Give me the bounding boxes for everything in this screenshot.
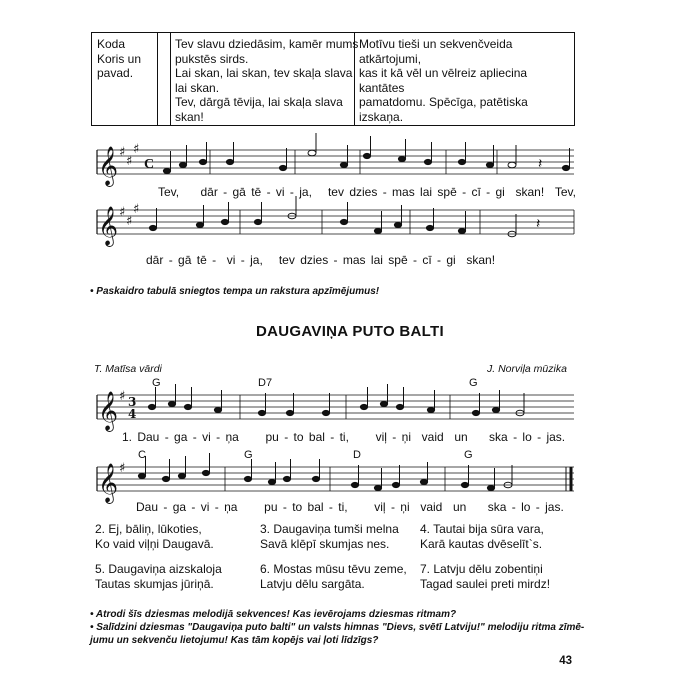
svg-text:♯: ♯	[119, 389, 126, 404]
music-credit: J. Norviļa mūzika	[487, 363, 567, 375]
chord-label: D7	[258, 377, 273, 389]
key-signature-sharps-icon	[119, 142, 139, 229]
verse-5: 5. Daugaviņa aizskaloja Tautas skumjas jūriņā.	[95, 562, 222, 591]
verse-4: 4. Tautai bija sūra vara, Karā kautas dvēselīt`s.	[420, 522, 544, 551]
treble-clef-icon: 𝄞	[98, 391, 119, 431]
chord-label: G	[469, 377, 478, 389]
chord-label: D	[353, 449, 361, 461]
song-title: DAUGAVIŅA PUTO BALTI	[256, 323, 444, 340]
treble-clef-icon: 𝄞	[98, 146, 119, 186]
verse-2: 2. Ej, bāliņ, lūkoties, Ko vaid viļņi Daugavā.	[95, 522, 214, 551]
instruction-text: • Paskaidro tabulā sniegtos tempa un rakstura apzīmējumus!	[90, 286, 380, 297]
table-cell-section: Koda Koris un pavad.	[97, 37, 142, 80]
page-number: 43	[559, 655, 572, 667]
svg-text:♯: ♯	[119, 461, 126, 476]
chord-label: G	[152, 377, 161, 389]
table-cell-lyrics: Tev slavu dziedāsim, kamēr mums pukstēs sirds. Lai skan, lai skan, tev skaļa slava lai skan. Tev, dārgā tēvija, lai skaļa slava skan!	[175, 37, 359, 124]
notes-staff-1	[163, 133, 569, 174]
table-cell-description: Motīvu tieši un sekvenčveida atkārtojumi, kas it kā vēl un vēlreiz apliecina kantātes pamatdomu. Spēcīga, patētiska izskaņa.	[359, 37, 528, 124]
question-1: • Atrodi šīs dziesmas melodijā sekvences! Kas ievērojams dziesmas ritmam?	[90, 609, 457, 620]
verse-3: 3. Daugaviņa tumši melna Savā klēpī skumjas nes.	[260, 522, 399, 551]
chord-label: G	[244, 449, 253, 461]
lyrics-line-1: Tev, dār - gā tē - vi - ja, tev dzies - mas lai spē - cī - gi skan! Tev,	[158, 185, 576, 199]
notes-staff-3	[148, 384, 524, 416]
staff-2	[97, 210, 574, 234]
lyrics-line-2: dār - gā tē - vi - ja, tev dzies - mas lai spē - cī - gi skan!	[146, 253, 496, 267]
svg-text:𝄽: 𝄽	[536, 216, 541, 232]
chord-label: C	[138, 449, 146, 461]
lyrics-line-4: Dau - ga - vi - ņa pu - to bal - ti, viļ - ņi vaid un ska - lo - jas.	[136, 500, 564, 514]
verse-7: 7. Latvju dēlu zobentiņi Tagad saulei preti mirdz!	[420, 562, 551, 591]
time-signature-common: C	[144, 157, 155, 172]
time-signature-bottom: 4	[128, 407, 137, 421]
svg-text:♯: ♯	[119, 205, 126, 220]
chord-label: G	[464, 449, 473, 461]
svg-text:♯: ♯	[133, 142, 140, 157]
svg-text:𝄽: 𝄽	[538, 156, 543, 172]
treble-clef-icon: 𝄞	[98, 206, 119, 246]
verse-6: 6. Mostas mūsu tēvu zeme, Latvju dēlu sargāta.	[260, 562, 407, 591]
svg-text:♯: ♯	[126, 214, 133, 229]
svg-text:♯: ♯	[126, 154, 133, 169]
svg-text:♯: ♯	[133, 202, 140, 217]
question-2: • Salīdzini dziesmas "Daugaviņa puto balti" un valsts himnas "Dievs, svētī Latviju!" melodiju ritma zīmē- jumu un sekvenču lietojumu! Kas tām kopējs vai ļoti līdzīgs?	[90, 622, 585, 646]
treble-clef-icon: 𝄞	[98, 463, 119, 503]
time-signature-top: 3	[128, 395, 137, 409]
staff-3	[97, 395, 574, 419]
words-credit: T. Matīsa vārdi	[94, 363, 162, 375]
lyrics-line-3: 1. Dau - ga - vi - ņa pu - to bal - ti, viļ - ņi vaid un ska - lo - jas.	[122, 430, 566, 444]
svg-text:♯: ♯	[119, 145, 126, 160]
